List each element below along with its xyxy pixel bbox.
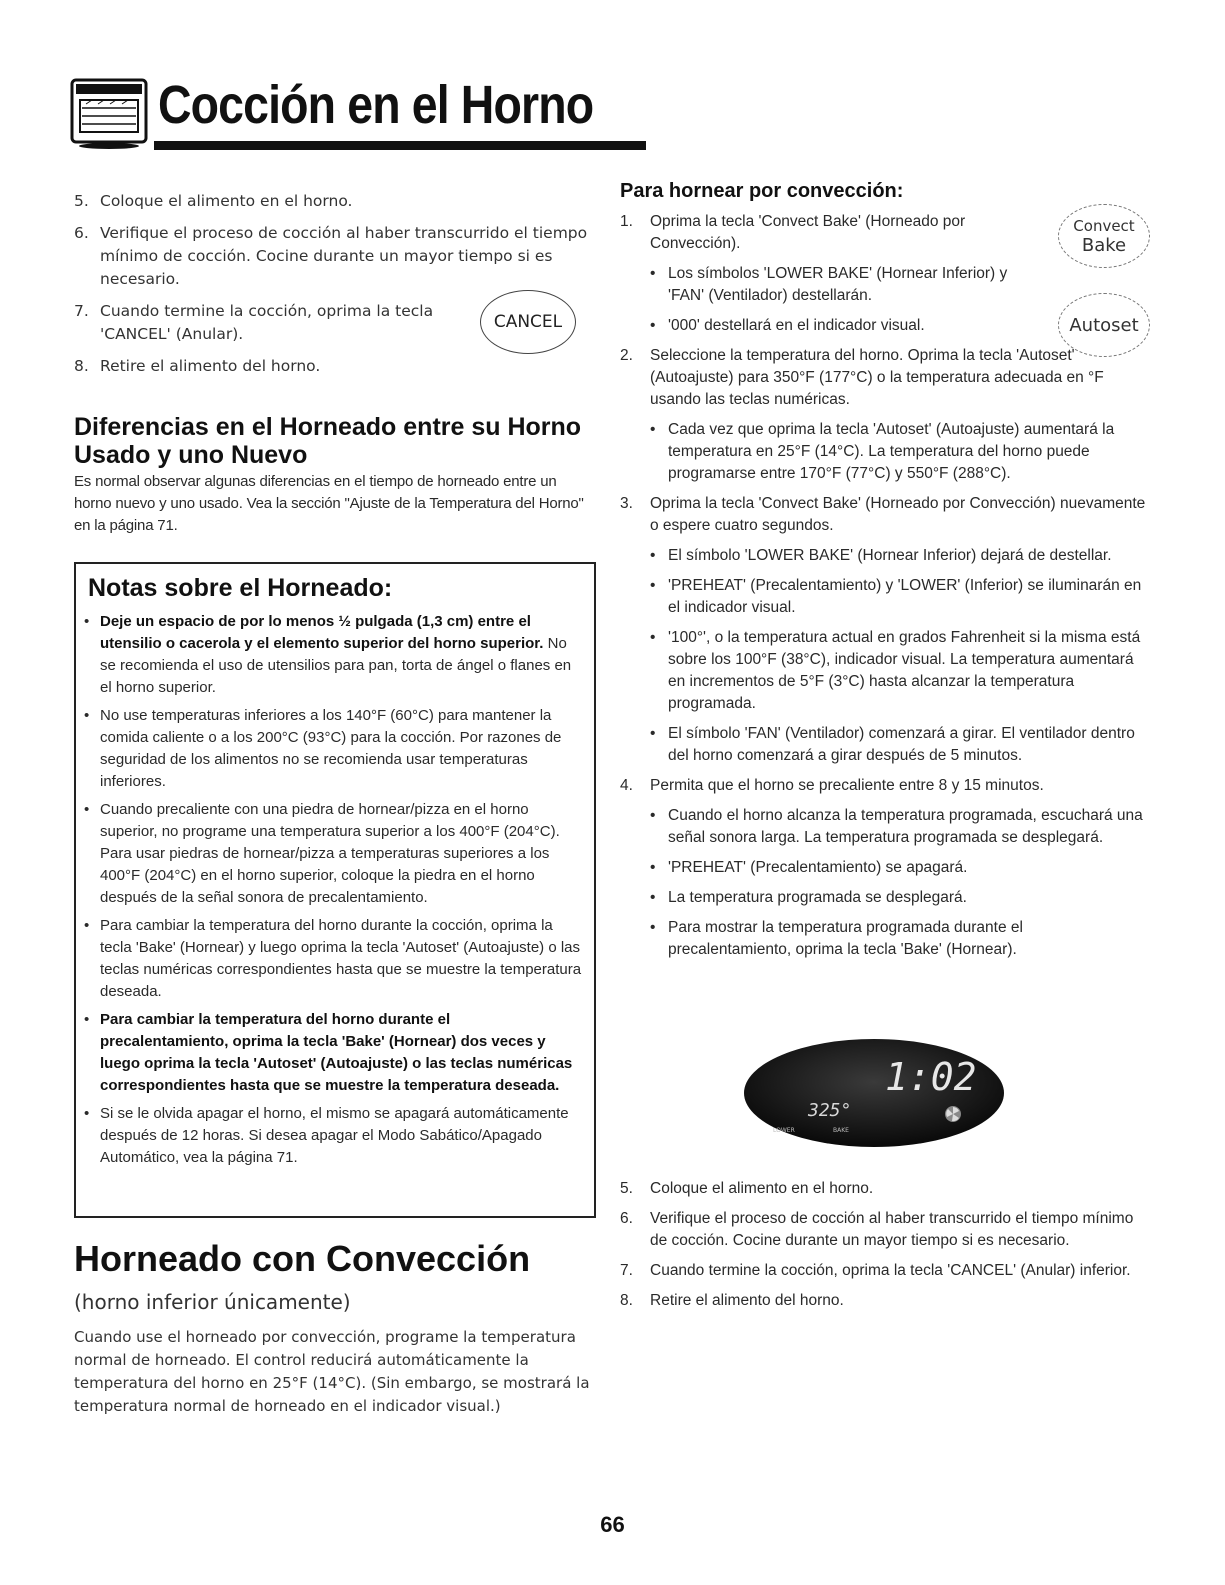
fan-icon <box>945 1106 961 1122</box>
list-item <box>650 917 1150 961</box>
oven-display-illustration <box>743 1038 1005 1148</box>
display-time: 1:02 <box>885 1055 977 1099</box>
note-plain: No se recomienda el uso de utensilios para pan, torta de ángel o flanes en el horno superior. <box>100 635 572 696</box>
convection-paragraph: Cuando use el horneado por convección, programe la temperatura normal de horneado. El control reducirá automáticamente la temperatura del horno en 25°F (14°C). (Sin embargo, se mostrará la temperatura normal de horneado en el indicador visual.) <box>74 1328 590 1415</box>
note-text: Para cambiar la temperatura del horno durante la cocción, oprima la tecla 'Bake' (Hornear) y luego oprima la tecla 'Autoset' (Autoajuste) o las teclas numéricas correspondientes hasta que se muestre la temperatura deseada. <box>100 917 582 1000</box>
list-item <box>620 1208 1150 1252</box>
step-text: Cuando termine la cocción, oprima la tecla 'CANCEL' (Anular). <box>100 302 434 343</box>
bullet-text: Cuando el horno alcanza la temperatura programada, escuchará una señal sonora larga. La temperatura programada se desplegará. <box>668 807 1143 846</box>
step-number: 4. <box>620 777 633 794</box>
bullet: • <box>84 801 90 818</box>
list-item <box>620 1178 1150 1200</box>
bullet: • <box>84 707 90 724</box>
list-item <box>650 723 1150 767</box>
step-number: 8. <box>74 357 89 375</box>
step-number: 7. <box>74 302 89 320</box>
bullet-text: El símbolo 'FAN' (Ventilador) comenzará a girar. El ventilador dentro del horno comenzará a girar después de 5 minutos. <box>668 725 1135 764</box>
step-text: Verifique el proceso de cocción al haber transcurrido el tiempo mínimo de cocción. Cocine durante un mayor tiempo si es necesario. <box>650 1210 1134 1249</box>
list-item <box>620 345 1150 411</box>
bullet-text: '000' destellará en el indicador visual. <box>668 317 925 334</box>
note-text <box>100 1009 582 1097</box>
bullet: • <box>650 919 656 936</box>
bullet-text: 'PREHEAT' (Precalentamiento) se apagará. <box>668 859 968 876</box>
bullet: • <box>650 725 656 742</box>
bullet-list <box>650 263 1040 337</box>
display-bake-label: BAKE <box>833 1127 849 1134</box>
note-bold: Deje un espacio de por lo menos ½ pulgada (1,3 cm) entre el utensilio o cacerola y el elemento superior del horno superior. <box>100 613 544 652</box>
list-item <box>650 627 1150 715</box>
bullet: • <box>650 889 656 906</box>
step-text: Seleccione la temperatura del horno. Oprima la tecla 'Autoset' (Autoajuste) para 350°F (177°C) o la temperatura adecuada en °F usando las teclas numéricas. <box>650 347 1104 408</box>
oven-icon <box>70 78 148 150</box>
list-item <box>74 222 596 291</box>
step-text: Verifique el proceso de cocción al haber transcurrido el tiempo mínimo de cocción. Cocine durante un mayor tiempo si es necesario. <box>100 224 588 288</box>
bullet-text: '100°', o la temperatura actual en grados Fahrenheit si la misma está sobre los 100°F (38°C), indicador visual. La temperatura aumentará en incrementos de 5°F (3°C) hasta alcanzar la temperatura programada. <box>668 629 1141 712</box>
key-label: Convect <box>1073 217 1135 235</box>
bullet-list <box>650 419 1150 485</box>
list-item <box>84 799 582 909</box>
step-number: 6. <box>620 1210 633 1227</box>
bullet: • <box>650 547 656 564</box>
list-item <box>650 419 1150 485</box>
cancel-key-illustration: CANCEL <box>480 290 576 354</box>
section-subheading: (horno inferior únicamente) <box>74 1290 351 1314</box>
step-text: Retire el alimento del horno. <box>100 357 321 375</box>
notes-title: Notas sobre el Horneado: <box>88 574 393 602</box>
bullet-list <box>650 805 1150 961</box>
step-number: 2. <box>620 347 633 364</box>
bullet: • <box>84 1011 90 1028</box>
bullet: • <box>650 421 656 438</box>
step-number: 5. <box>74 192 89 210</box>
note-text: Cuando precaliente con una piedra de hornear/pizza en el horno superior, no programe una temperatura superior a los 400°F (204°C). Para usar piedras de hornear/pizza a temperaturas superiores a los 400°F (204°C) en el horno superior, coloque la piedra en el horno después de la señal sonora de precalentamiento. <box>100 801 560 906</box>
list-item <box>74 190 596 213</box>
title-underline <box>154 141 646 150</box>
bullet-text: El símbolo 'LOWER BAKE' (Hornear Inferior) dejará de destellar. <box>668 547 1112 564</box>
left-steps <box>74 190 596 387</box>
display-temperature: 325° <box>808 1100 852 1121</box>
note-bold: Para cambiar la temperatura del horno durante el precalentamiento, oprima la tecla 'Bake' (Hornear) dos veces y luego oprima la tecla 'Autoset' (Autoajuste) o las teclas numéricas correspondientes hasta que se muestre la temperatura deseada. <box>100 1011 573 1094</box>
step-text: Cuando termine la cocción, oprima la tecla 'CANCEL' (Anular) inferior. <box>650 1262 1131 1279</box>
right-steps-after <box>620 1178 1150 1320</box>
list-item <box>620 1260 1150 1282</box>
step-text: Permita que el horno se precaliente entre 8 y 15 minutos. <box>650 777 1044 794</box>
convect-bake-key-illustration <box>1058 204 1150 268</box>
step-number: 7. <box>620 1262 633 1279</box>
bullet-text: Los símbolos 'LOWER BAKE' (Hornear Inferior) y 'FAN' (Ventilador) destellarán. <box>668 265 1008 304</box>
list-item <box>650 887 1150 909</box>
list-item <box>620 211 1030 255</box>
list-item <box>620 775 1150 797</box>
step-number: 1. <box>620 213 633 230</box>
bullet: • <box>650 577 656 594</box>
bullet-text: Para mostrar la temperatura programada durante el precalentamiento, oprima la tecla 'Bake' (Hornear). <box>668 919 1023 958</box>
bullet: • <box>650 807 656 824</box>
list-item <box>650 545 1150 567</box>
bullet: • <box>84 1105 90 1122</box>
step-number: 8. <box>620 1292 633 1309</box>
list-item <box>84 705 582 793</box>
section-heading-differences: Diferencias en el Horneado entre su Horno Usado y uno Nuevo <box>74 413 582 469</box>
list-item <box>650 857 1150 879</box>
right-column <box>620 180 1150 969</box>
list-item <box>84 915 582 1003</box>
list-item <box>74 300 464 346</box>
list-item <box>650 575 1150 619</box>
page-title: Cocción en el Horno <box>158 75 594 135</box>
differences-paragraph: Es normal observar algunas diferencias en el tiempo de horneado entre un horno nuevo y uno usado. Vea la sección "Ajuste de la Temperatura del Horno" en la página 71. <box>74 473 584 534</box>
bullet: • <box>650 317 656 334</box>
list-item <box>620 493 1150 537</box>
step-text: Coloque el alimento en el horno. <box>100 192 353 210</box>
bullet-text: La temperatura programada se desplegará. <box>668 889 967 906</box>
note-text <box>100 611 582 699</box>
page-number: 66 <box>600 1512 625 1537</box>
section-heading-convection: Horneado con Convección <box>74 1238 531 1279</box>
page-header <box>70 70 594 160</box>
note-text: No use temperaturas inferiores a los 140°F (60°C) para mantener la comida caliente o a los 200°C (93°C) para la cocción. Por razones de seguridad de los alimentos no se recomienda usar temperaturas inferiores. <box>100 707 562 790</box>
list-item <box>84 611 582 699</box>
step-number: 3. <box>620 495 633 512</box>
bullet: • <box>650 629 656 646</box>
autoset-key-illustration: Autoset <box>1058 293 1150 357</box>
bullet-text: 'PREHEAT' (Precalentamiento) y 'LOWER' (Inferior) se iluminarán en el indicador visual. <box>668 577 1142 616</box>
step-text: Coloque el alimento en el horno. <box>650 1180 874 1197</box>
bullet: • <box>84 917 90 934</box>
bullet: • <box>650 265 656 282</box>
notes-box <box>74 562 596 1218</box>
list-item <box>650 263 1040 307</box>
list-item <box>74 355 596 378</box>
list-item <box>84 1009 582 1097</box>
list-item <box>620 1290 1150 1312</box>
step-number: 5. <box>620 1180 633 1197</box>
bullet-text: Cada vez que oprima la tecla 'Autoset' (Autoajuste) aumentará la temperatura en 25°F (14°C). La temperatura del horno puede programarse entre 170°F (77°C) y 550°F (288°C). <box>668 421 1115 482</box>
key-label: Bake <box>1081 235 1127 256</box>
convection-instructions-heading: Para hornear por convección: <box>620 180 904 202</box>
list-item <box>650 805 1150 849</box>
bullet-list <box>650 545 1150 767</box>
step-text: Oprima la tecla 'Convect Bake' (Horneado por Convección). <box>650 213 966 252</box>
bullet: • <box>650 859 656 876</box>
step-text: Retire el alimento del horno. <box>650 1292 844 1309</box>
bullet: • <box>84 613 90 630</box>
list-item <box>84 1103 582 1169</box>
list-item <box>650 315 1040 337</box>
display-lower-label: LOWER <box>773 1127 795 1134</box>
note-text: Si se le olvida apagar el horno, el mismo se apagará automáticamente después de 12 horas. Si desea apagar el Modo Sabático/Apagado Automático, vea la página 71. <box>100 1105 569 1166</box>
step-text: Oprima la tecla 'Convect Bake' (Horneado por Convección) nuevamente o espere cuatro segundos. <box>650 495 1146 534</box>
step-number: 6. <box>74 224 89 242</box>
